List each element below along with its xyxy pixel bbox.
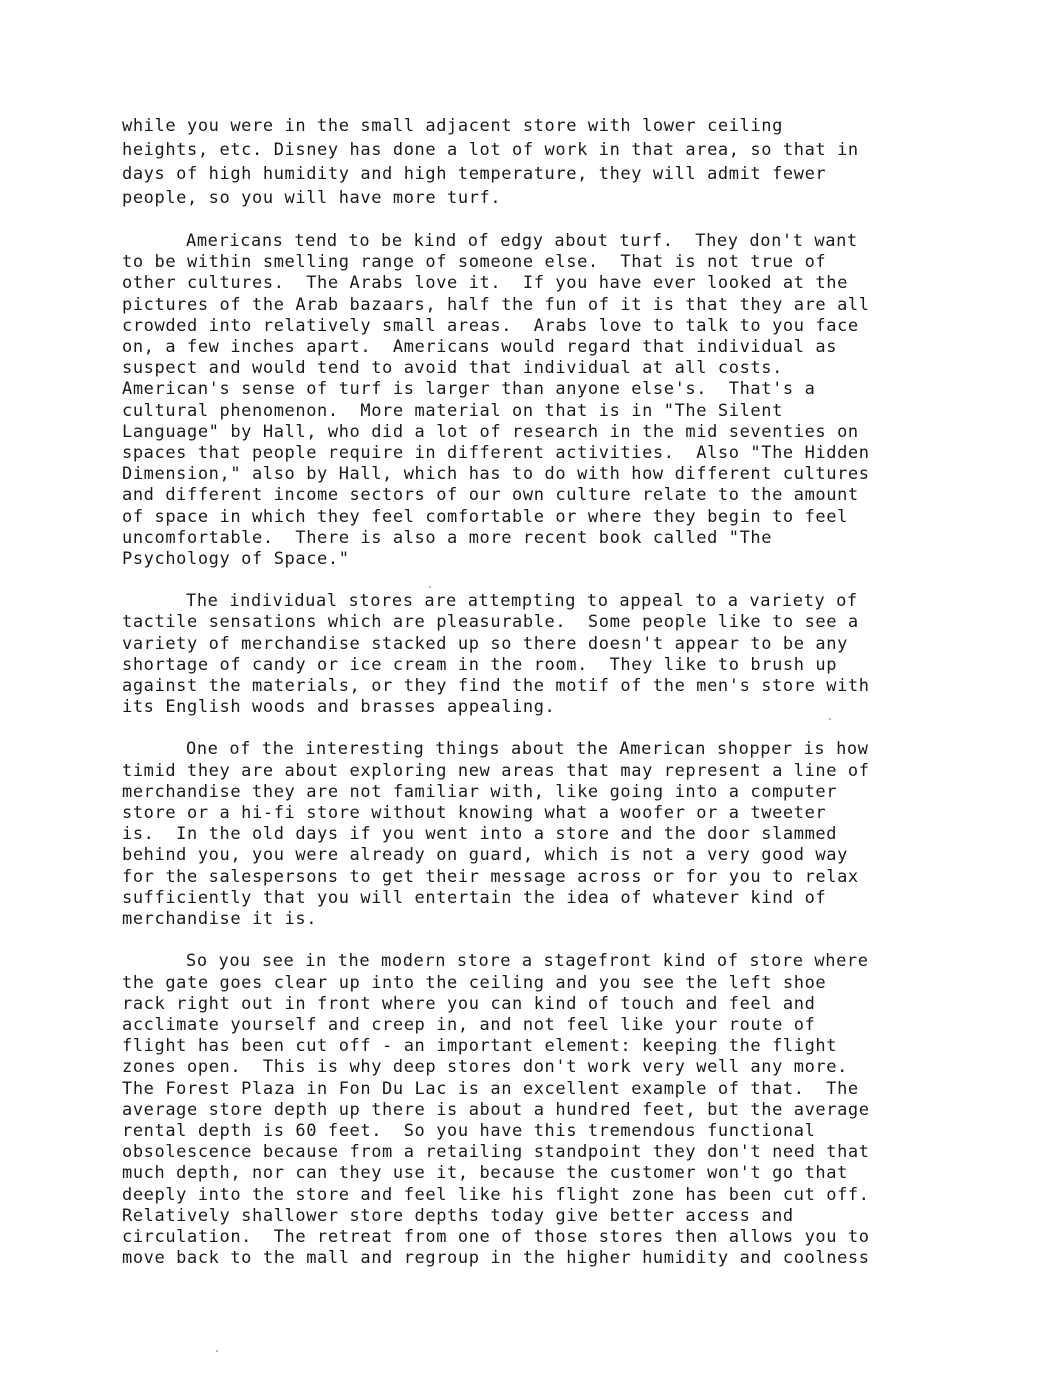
scan-speck: [829, 718, 831, 720]
text-line: circulation. The retreat from one of those stores then allows you to: [122, 1226, 870, 1247]
text-line: and different income sectors of our own culture relate to the amount: [122, 485, 859, 506]
text-line: days of high humidity and high temperature, they will admit fewer: [122, 164, 827, 184]
paragraph-2: [122, 231, 1022, 570]
text-line: is. In the old days if you went into a store and the door slammed: [122, 824, 838, 845]
text-line: on, a few inches apart. Americans would regard that individual as: [122, 337, 838, 358]
text-line: against the materials, or they find the motif of the men's store with: [122, 676, 870, 697]
paragraph-4: [122, 739, 1022, 930]
text-line: American's sense of turf is larger than anyone else's. That's a: [122, 379, 816, 400]
text-line: behind you, you were already on guard, which is not a very good way: [122, 845, 848, 866]
scan-speck: [216, 1350, 218, 1352]
text-line: rack right out in front where you can kind of touch and feel and: [122, 993, 816, 1014]
document-body: [122, 114, 1022, 1290]
text-line: of space in which they feel comfortable or where they begin to feel: [122, 506, 848, 527]
text-line: other cultures. The Arabs love it. If you have ever looked at the: [122, 273, 848, 294]
text-line: acclimate yourself and creep in, and not feel like your route of: [122, 1014, 816, 1035]
text-line: move back to the mall and regroup in the higher humidity and coolness: [122, 1248, 870, 1269]
text-line: for the salespersons to get their message across or for you to relax: [122, 866, 859, 887]
text-line: Dimension," also by Hall, which has to do with how different cultures: [122, 464, 870, 485]
text-line: variety of merchandise stacked up so there doesn't appear to be any: [122, 633, 848, 654]
text-line: deeply into the store and feel like his flight zone has been cut off.: [122, 1184, 870, 1205]
text-line: zones open. This is why deep stores don't work very well any more.: [122, 1057, 848, 1078]
text-line: average store depth up there is about a hundred feet, but the average: [122, 1099, 870, 1120]
text-line: merchandise they are not familiar with, like going into a computer: [122, 781, 838, 802]
text-line: The individual stores are attempting to appeal to a variety of: [186, 591, 858, 612]
paragraph-3: [122, 591, 1022, 718]
text-line: One of the interesting things about the American shopper is how: [186, 739, 869, 760]
text-line: heights, etc. Disney has done a lot of work in that area, so that in: [122, 140, 859, 160]
paragraph-1: [122, 114, 1022, 210]
text-line: The Forest Plaza in Fon Du Lac is an excellent example of that. The: [122, 1078, 859, 1099]
scan-speck: [429, 586, 431, 588]
text-line: crowded into relatively small areas. Arabs love to talk to you face: [122, 315, 859, 336]
text-line: to be within smelling range of someone else. That is not true of: [122, 252, 827, 273]
text-line: people, so you will have more turf.: [122, 188, 502, 208]
text-line: merchandise it is.: [122, 909, 318, 930]
text-line: suspect and would tend to avoid that individual at all costs.: [122, 358, 783, 379]
text-line: Americans tend to be kind of edgy about turf. They don't want: [186, 231, 858, 251]
text-line: flight has been cut off - an important element: keeping the flight: [122, 1036, 838, 1057]
text-line: pictures of the Arab bazaars, half the fun of it is that they are all: [122, 294, 870, 315]
text-line: timid they are about exploring new areas that may represent a line of: [122, 760, 870, 781]
text-line: Language" by Hall, who did a lot of research in the mid seventies on: [122, 421, 859, 442]
text-line: shortage of candy or ice cream in the room. They like to brush up: [122, 654, 838, 675]
text-line: tactile sensations which are pleasurable. Some people like to see a: [122, 612, 859, 633]
text-line: sufficiently that you will entertain the idea of whatever kind of: [122, 887, 827, 908]
paragraph-5: [122, 951, 1022, 1269]
text-line: the gate goes clear up into the ceiling and you see the left shoe: [122, 972, 827, 993]
text-line: spaces that people require in different activities. Also "The Hidden: [122, 443, 870, 464]
text-line: obsolescence because from a retailing standpoint they don't need that: [122, 1142, 870, 1163]
text-line: Psychology of Space.": [122, 549, 350, 570]
text-line: rental depth is 60 feet. So you have this tremendous functional: [122, 1120, 816, 1141]
text-line: Relatively shallower store depths today give better access and: [122, 1205, 794, 1226]
text-line: uncomfortable. There is also a more recent book called "The: [122, 527, 773, 548]
text-line: while you were in the small adjacent store with lower ceiling: [122, 116, 783, 136]
text-line: cultural phenomenon. More material on that is in "The Silent: [122, 400, 783, 421]
text-line: its English woods and brasses appealing.: [122, 697, 556, 718]
text-line: So you see in the modern store a stagefront kind of store where: [186, 951, 869, 972]
text-line: much depth, nor can they use it, because the customer won't go that: [122, 1163, 848, 1184]
text-line: store or a hi-fi store without knowing what a woofer or a tweeter: [122, 803, 827, 824]
